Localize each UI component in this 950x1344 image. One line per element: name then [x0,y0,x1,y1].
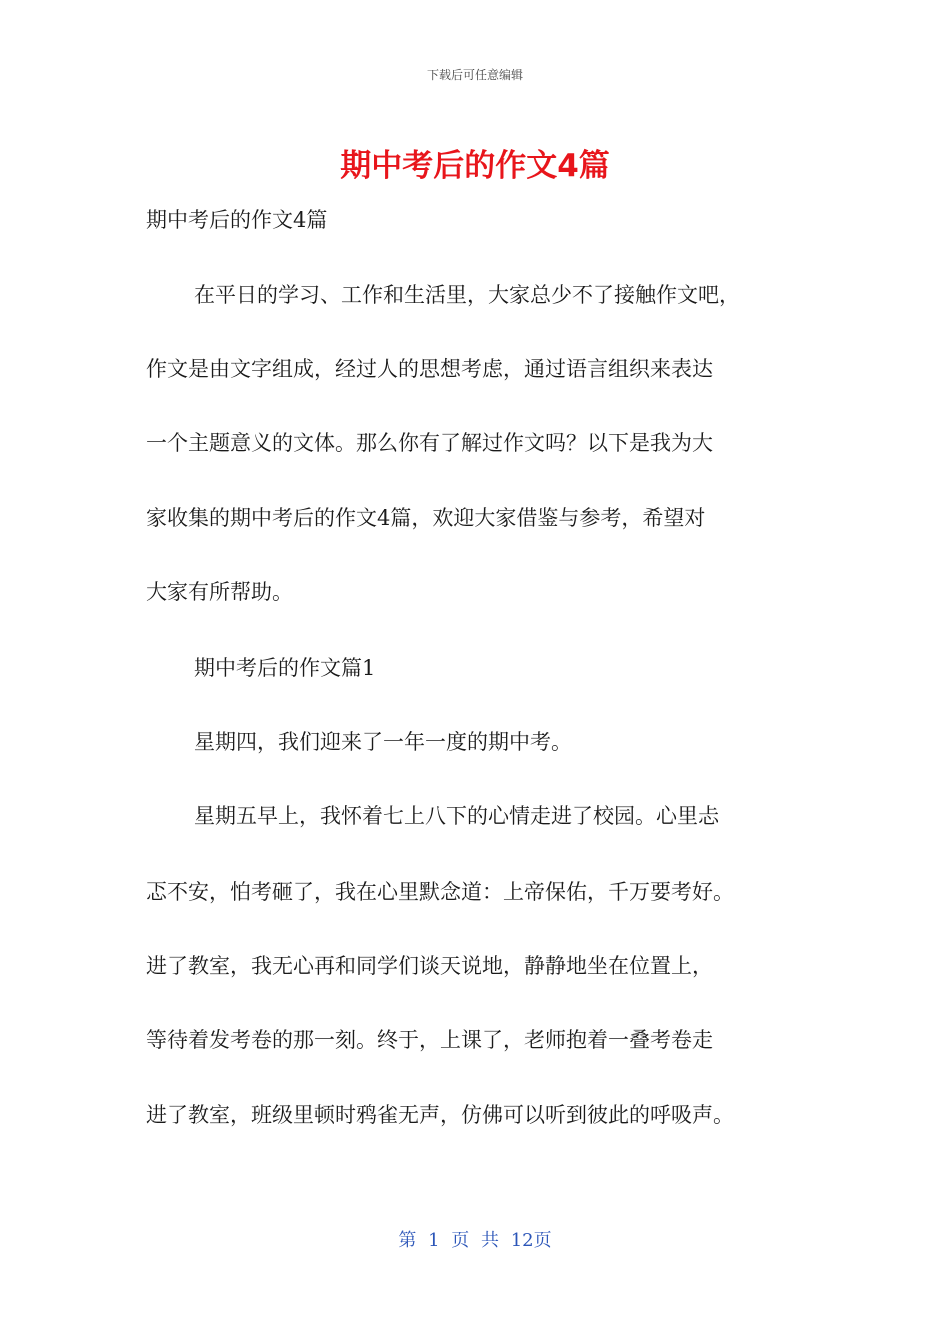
subtitle-line: 期中考后的作文4篇 [146,208,328,232]
page-number-footer: 第 1 页 共 12页 [398,1230,552,1251]
paragraph-line: 星期四，我们迎来了一年一度的期中考。 [194,730,572,754]
paragraph-line: 星期五早上，我怀着七上八下的心情走进了校园。心里忐 [194,804,719,828]
paragraph-line: 进了教室，班级里顿时鸦雀无声，仿佛可以听到彼此的呼吸声。 [146,1103,734,1127]
document-title: 期中考后的作文4篇 [340,148,610,184]
paragraph-line: 家收集的期中考后的作文4篇，欢迎大家借鉴与参考，希望对 [146,506,706,530]
paragraph-line: 一个主题意义的文体。那么你有了解过作文吗？以下是我为大 [146,431,713,455]
paragraph-line: 进了教室，我无心再和同学们谈天说地，静静地坐在位置上， [146,954,713,978]
paragraph-line: 忑不安，怕考砸了，我在心里默念道：上帝保佑，千万要考好。 [146,880,734,904]
paragraph-line: 作文是由文字组成，经过人的思想考虑，通过语言组织来表达 [146,357,713,381]
paragraph-line: 等待着发考卷的那一刻。终于，上课了，老师抱着一叠考卷走 [146,1028,713,1052]
header-note: 下载后可任意编辑 [426,68,523,82]
paragraph-line: 大家有所帮助。 [146,580,293,604]
paragraph-line: 在平日的学习、工作和生活里，大家总少不了接触作文吧， [194,283,740,307]
section-heading: 期中考后的作文篇1 [194,656,376,680]
